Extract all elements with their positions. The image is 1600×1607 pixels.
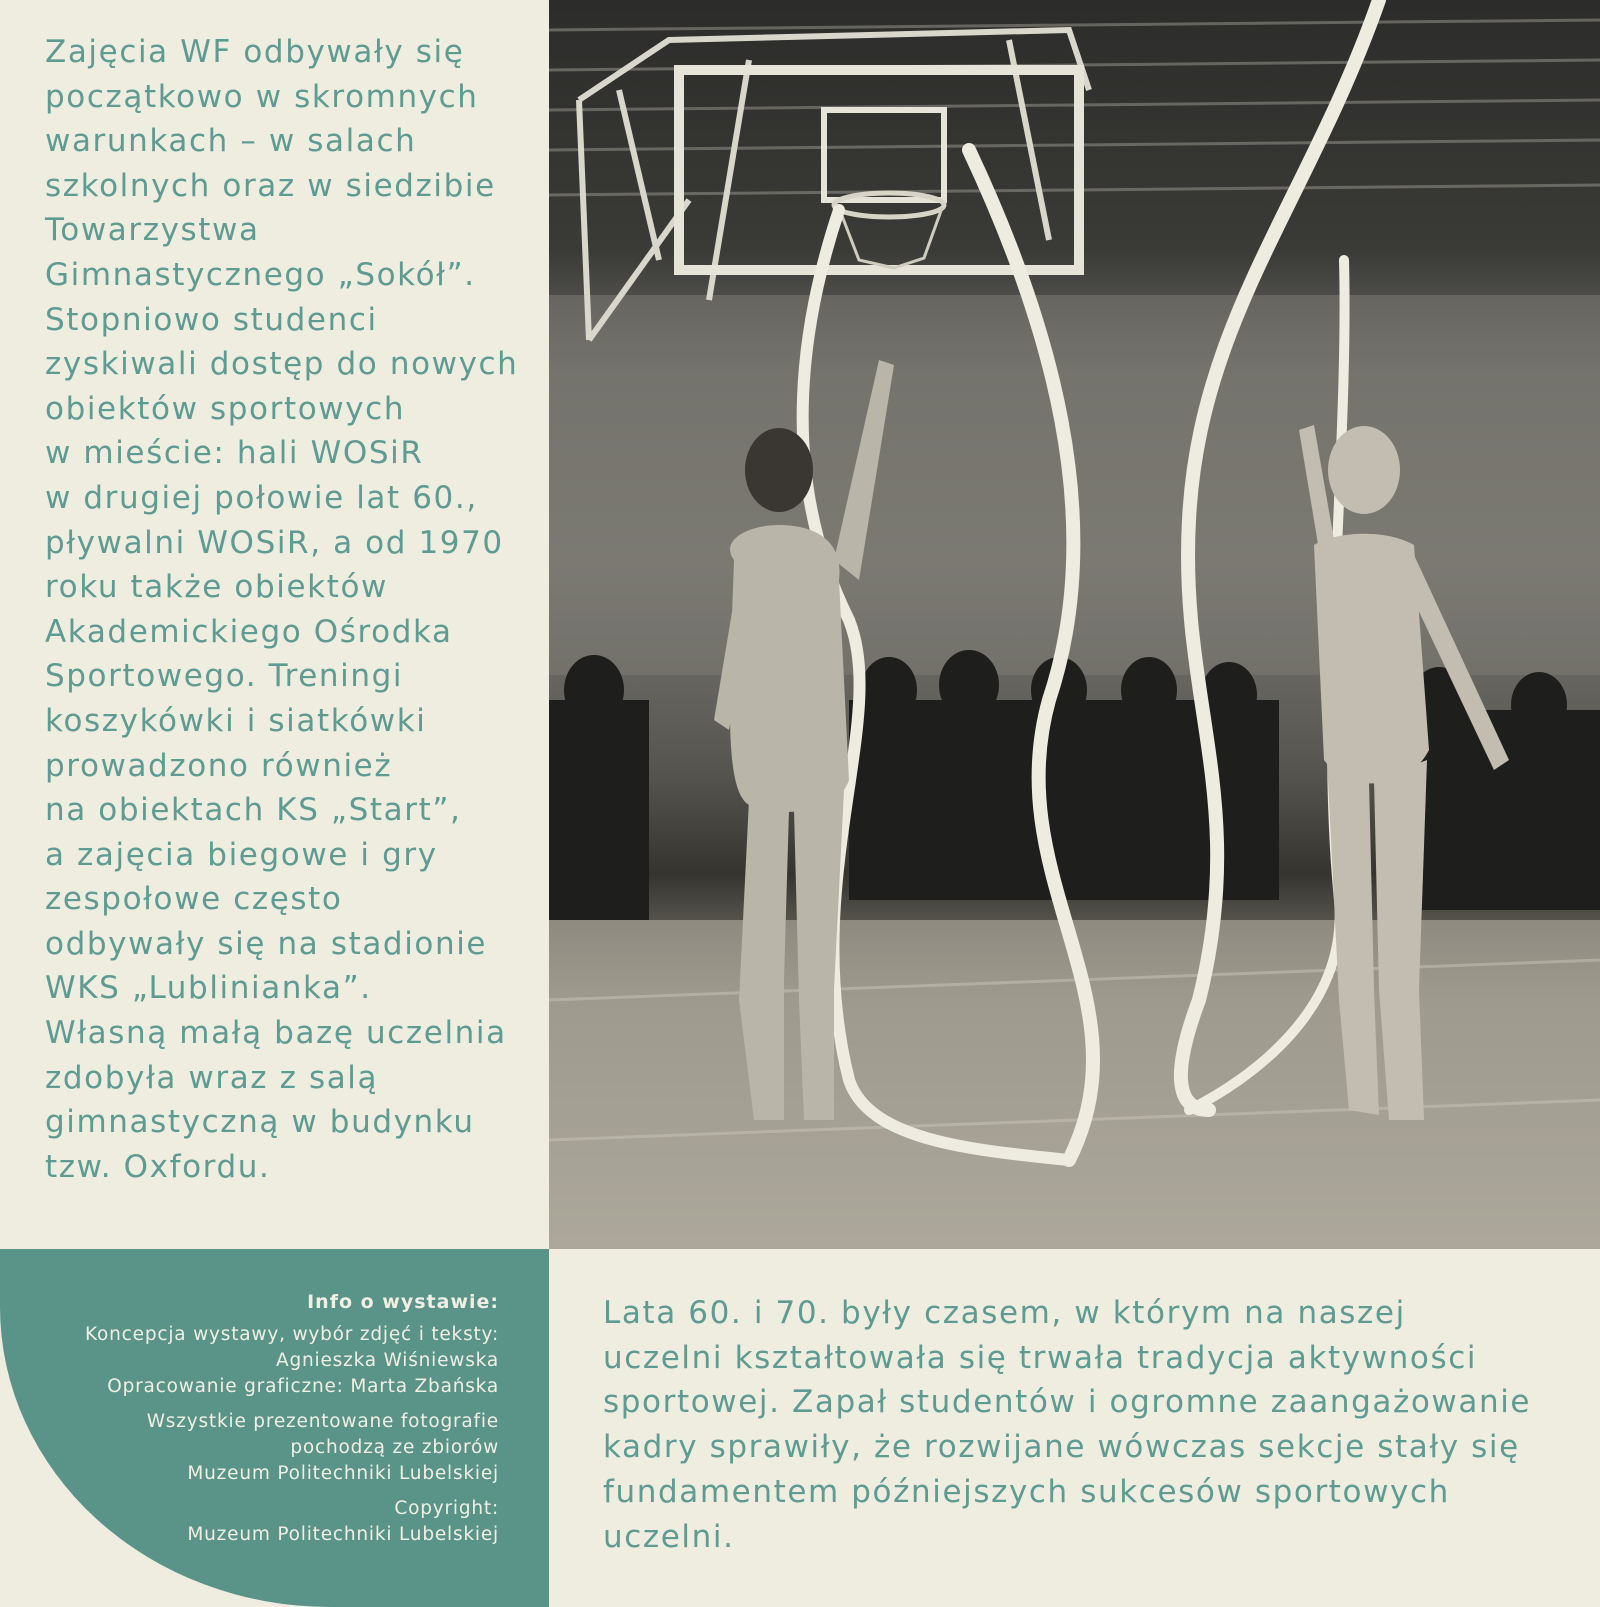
main-description: Zajęcia WF odbywały się początkowo w skromnych warunkach – w salach szkolnych oraz w siedzibie Towarzystwa Gimnastycznego „Sokół”. Stopniowo studenci zyskiwali dostęp do nowych obiektów sportowych w mieście: hali WOSiR w drugiej połowie lat 60., pływalni WOSiR, a od 1970 roku także obiektów Akademickiego Ośrodka Sportowego. Treningi koszykówki i siatkówki prowadzono również na obiektach KS „Start”, a zajęcia biegowe i gry zespołowe często odbywały się na stadionie WKS „Lublinianka”. Własną małą bazę uczelnia zdobyła wraz z salą gimnastyczną w budynku tzw. Oxfordu. — [45, 34, 519, 1185]
summary-text: Lata 60. i 70. były czasem, w którym na naszej uczelni kształtowała się trwała tradycja aktywności sportowej. Zapał studentów i ogromne zaangażowanie kadry sprawiły, że rozwijane wówczas sekcje stały się fundamentem późniejszych sukcesów sportowych uczelni. — [603, 1295, 1532, 1555]
exhibition-info-panel — [0, 1249, 549, 1607]
info-photo-source: Wszystkie prezentowane fotografie pochodzą ze zbiorów Muzeum Politechniki Lubelskiej — [146, 1411, 499, 1484]
info-heading: Info o wystawie: — [307, 1291, 499, 1313]
info-copyright: Copyright: Muzeum Politechniki Lubelskiej — [187, 1498, 499, 1545]
gymnastics-photo — [549, 0, 1600, 1249]
info-concept-credits: Koncepcja wystawy, wybór zdjęć i teksty: Agnieszka Wiśniewska Opracowanie graficzne: Marta Zbańska — [85, 1324, 499, 1397]
